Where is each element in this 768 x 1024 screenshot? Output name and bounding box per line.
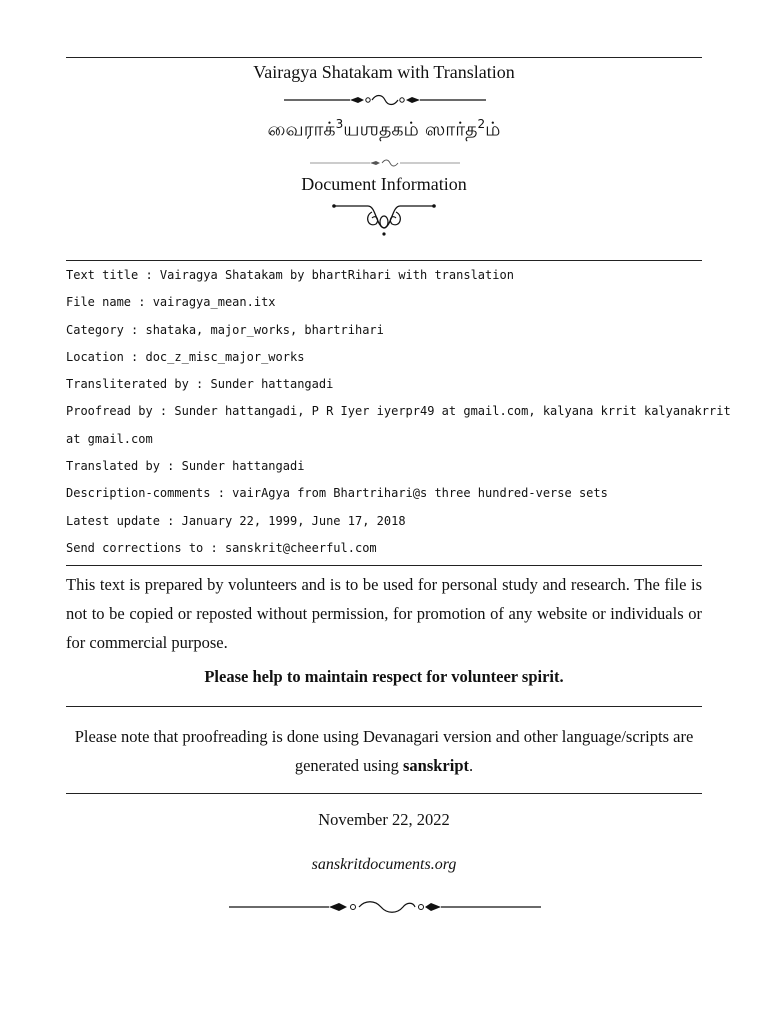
top-rule — [66, 57, 702, 58]
scroll-ornament-icon — [332, 198, 436, 238]
volunteer-notice: Please help to maintain respect for volunteer spirit. — [204, 667, 564, 686]
meta-transliterated-by: Transliterated by : Sunder hattangadi — [66, 377, 334, 392]
tamil-title — [0, 117, 768, 143]
tamil-superscript: 2 — [477, 117, 486, 131]
meta-top-rule — [66, 260, 702, 261]
page-title: Vairagya Shatakam with Translation — [253, 62, 515, 82]
tamil-title-part: ம் — [485, 118, 501, 141]
section-heading: Document Information — [301, 174, 467, 194]
meta-location: Location : doc_z_misc_major_works — [66, 349, 305, 364]
footer-rule — [66, 793, 702, 794]
meta-text-title: Text title : Vairagya Shatakam by bhartRihari with translation — [66, 268, 514, 282]
meta-send-corrections: Send corrections to : sanskrit@cheerful.com — [66, 540, 377, 555]
tamil-title-part: யஶதகம் ஸார்த — [343, 118, 478, 141]
bottom-flourish-icon — [229, 899, 541, 915]
meta-bottom-rule — [66, 565, 702, 566]
flourish-ornament-icon — [284, 93, 486, 107]
proof-note-suffix: . — [469, 756, 474, 775]
proof-note-bold: sanskript — [402, 756, 470, 775]
meta-proofread-by: Proofread by : Sunder hattangadi, P R Iyer iyerpr49 at gmail.com, kalyana krrit kalyanakrrit — [66, 404, 731, 419]
tamil-title-part: வைராக் — [267, 118, 336, 141]
usage-notice: This text is prepared by volunteers and is to be used for personal study and research. The file is not to be copied or reposted without permission, for promotion of any website or individuals or for commercial purpose. — [66, 575, 702, 652]
document-metadata — [66, 262, 731, 562]
meta-latest-update: Latest update : January 22, 1999, June 17, 2018 — [66, 513, 406, 528]
meta-proofread-by-cont: at gmail.com — [66, 431, 153, 446]
small-flourish-icon — [310, 158, 460, 168]
meta-description: Description-comments : vairAgya from Bhartrihari@s three hundred-verse sets — [66, 486, 608, 501]
site-name: sanskritdocuments.org — [311, 856, 457, 873]
notice-rule — [66, 706, 702, 707]
meta-category: Category : shataka, major_works, bhartrihari — [66, 322, 384, 337]
meta-file-name: File name : vairagya_mean.itx — [66, 295, 276, 310]
document-date: November 22, 2022 — [318, 810, 450, 829]
meta-translated-by: Translated by : Sunder hattangadi — [66, 459, 305, 474]
proofreading-note — [66, 722, 702, 780]
tamil-superscript: 3 — [335, 117, 344, 131]
proof-note-text: Please note that proofreading is done using Devanagari version and other language/scripts are generated using — [74, 727, 694, 775]
